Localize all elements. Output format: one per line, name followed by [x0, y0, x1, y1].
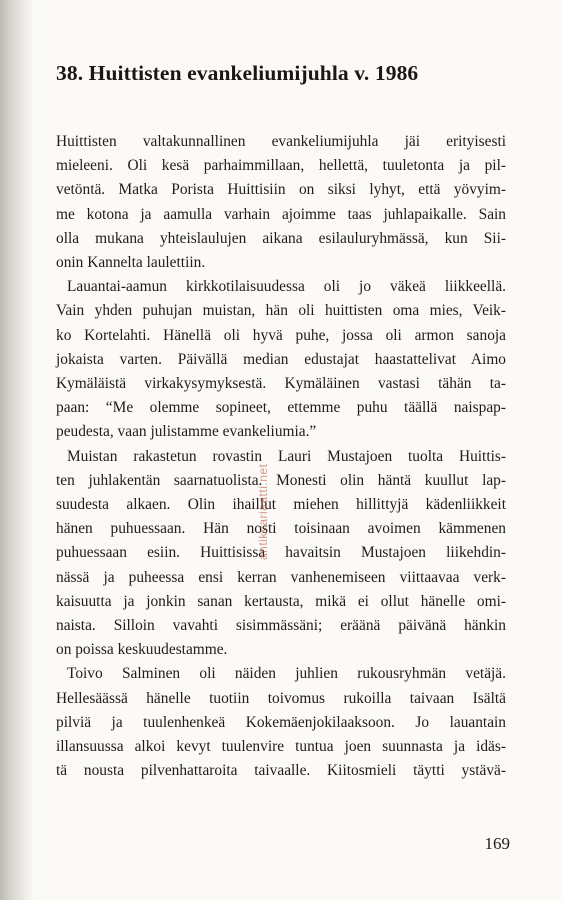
watermark: antikvariaatti.net [256, 463, 270, 560]
text-line: jokaista varten. Päivällä median edustajat haastattelivat Aimo [56, 350, 506, 368]
text-line: mieleeni. Oli kesä parhaimmillaan, hellettä, tuuletonta ja pil- [56, 157, 506, 175]
text-line: Kymäläistä virkakysymyksestä. Kymäläinen vastasi tähän ta- [56, 375, 506, 393]
text-line: kaisuutta ja jonkin sanan kertausta, mikä ei ollut hänelle omi- [56, 592, 506, 610]
text-line: hänen puhuessaan. Hän nosti toisinaan avoimen kämmenen [56, 520, 506, 538]
chapter-title: 38. Huittisten evankeliumijuhla v. 1986 [56, 61, 419, 85]
paragraph-1 [56, 130, 506, 275]
text-line: vetöntä. Matka Porista Huittisiin on siksi lyhyt, että yövyim- [56, 181, 506, 199]
binding-shadow [0, 0, 34, 900]
text-line: Huittisten valtakunnallinen evankeliumijuhla jäi erityisesti [56, 133, 506, 150]
text-line: Lauantai-aamun kirkkotilaisuudessa oli jo väkeä liikkeellä. [67, 278, 506, 296]
text-line: peudesta, vaan julistamme evankeliumia.” [56, 423, 317, 441]
paragraph-3 [56, 445, 506, 663]
text-line: Toivo Salminen oli näiden juhlien rukousryhmän vetäjä. [67, 665, 506, 683]
text-line: nässä ja puheessa ensi kerran vanhenemiseen viittaavaa verk- [56, 568, 506, 586]
book-page [56, 58, 506, 783]
text-line: onin Kannelta laulettiin. [56, 254, 206, 272]
body-text [56, 130, 506, 783]
text-line: me kotona ja aamulla varhain ajoimme taas juhlapaikalle. Sain [56, 205, 506, 223]
page-number: 169 [484, 834, 510, 853]
text-line: suudesta alkaen. Olin ihaillut miehen hillittyjä kädenliikkeit [56, 496, 506, 514]
paragraph-2 [56, 275, 506, 444]
text-line: illansuussa alkoi kevyt tuulenvire tuntua joen suunnasta ja idäs- [56, 738, 506, 756]
text-line: Vain yhden puhujan muistan, hän oli huittisten oma mies, Veik- [56, 302, 506, 320]
text-line: Hellesäässä hänelle tuotiin toivomus rukoilla taivaan Isältä [56, 689, 506, 707]
text-line: naista. Silloin vavahti sisimmässäni; eräänä päivänä hänkin [56, 617, 506, 635]
text-line: on poissa keskuudestamme. [56, 641, 228, 659]
text-line: pilviä ja tuulenhenkeä Kokemäenjokilaaksoon. Jo lauantain [56, 713, 506, 731]
text-line: paan: “Me olemme sopineet, ettemme puhu täällä naispap- [56, 399, 506, 417]
paragraph-4 [56, 662, 506, 783]
text-line: ko Kortelahti. Hänellä oli hyvä puhe, jossa oli armon sanoja [56, 326, 506, 344]
text-line: olla mukana yhteislaulujen aikana esilauluryhmässä, kun Sii- [56, 229, 506, 247]
text-line: ten juhlakentän saarnatuolista. Monesti olin häntä kuullut lap- [56, 471, 506, 489]
text-line: tä nousta pilvenhattaroita taivaalle. Kiitosmieli täytti ystävä- [56, 762, 506, 780]
text-line: Muistan rakastetun rovastin Lauri Mustajoen tuolta Huittis- [67, 447, 506, 465]
text-line: puhuessaan esiin. Huittisissa havaitsin Mustajoen liikehdin- [56, 544, 506, 562]
